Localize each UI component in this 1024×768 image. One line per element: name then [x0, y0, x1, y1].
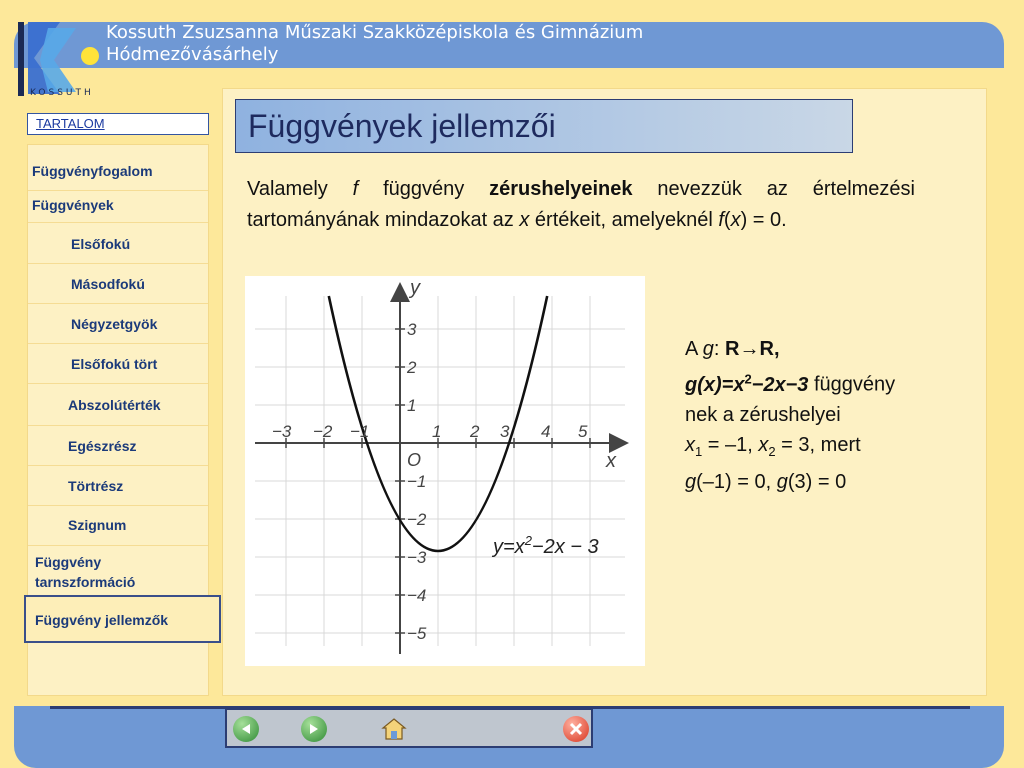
- sidebar-item-abszoluterték[interactable]: Abszolútérték: [68, 397, 161, 413]
- back-arrow-icon[interactable]: [233, 716, 259, 742]
- school-name: Kossuth Zsuzsanna Műszaki Szakközépiskola és Gimnázium: [106, 22, 644, 43]
- sidebar-item-fuggvenyfogalom[interactable]: Függvényfogalom: [32, 163, 153, 179]
- curve-equation-label: $y=x^2-2x - 3$: [493, 533, 599, 558]
- logo-text: KOSSUTH: [30, 88, 94, 98]
- y-tick-label: 3: [407, 320, 417, 339]
- toc-label[interactable]: TARTALOM: [36, 116, 105, 131]
- nav-separator: [28, 545, 208, 546]
- sidebar-item-elsofoku-tort[interactable]: Elsőfokú tört: [71, 356, 158, 372]
- x-axis-label: x: [606, 450, 616, 472]
- sidebar-item-tortresz[interactable]: Törtrész: [68, 478, 124, 494]
- nav-separator: [28, 505, 208, 506]
- sidebar-item-elsofoku[interactable]: Elsőfokú: [71, 236, 131, 252]
- y-tick-label: −4: [407, 586, 427, 605]
- definition-text: Valamely f függvény zérushelyeinek nevezzük az értelmezési tartományának mindazokat az x értékeit, amelyeknél f(x) = 0.: [247, 178, 915, 231]
- y-tick-label: 2: [407, 358, 417, 377]
- toc-link[interactable]: [27, 113, 209, 135]
- y-tick-label: −3: [407, 548, 427, 567]
- title-box: [235, 99, 853, 153]
- nav-separator: [28, 222, 208, 223]
- sidebar-item-label-line2: tarnszformáció: [35, 574, 136, 590]
- function-graph: [245, 276, 645, 666]
- sidebar-item-masodfoku[interactable]: Másodfokú: [71, 276, 145, 292]
- y-tick-label: −2: [407, 510, 427, 529]
- sidebar-item-egeszresz[interactable]: Egészrész: [68, 438, 137, 454]
- x-tick-label: −3: [272, 422, 292, 441]
- sidebar-item-label-line1: Függvény: [35, 554, 102, 570]
- sidebar-item-negyzetgyok[interactable]: Négyzetgyök: [71, 316, 158, 332]
- nav-separator: [28, 190, 208, 191]
- y-axis-label: y: [410, 277, 420, 299]
- nav-separator: [28, 425, 208, 426]
- nav-separator: [28, 303, 208, 304]
- zero-points-text: A g: R→R, $g(x)=x^2-2x-3$ függvény nek a zérushelyei $x_1 = -1$, $x_2 = 3$, mert g(–1) = 0, g(3) = 0: [685, 338, 896, 493]
- x-tick-label: 1: [432, 422, 442, 441]
- grid: [255, 296, 625, 646]
- home-icon[interactable]: [381, 716, 407, 742]
- origin-label: O: [407, 450, 422, 470]
- sidebar-item-fuggvenyek[interactable]: Függvények: [32, 197, 114, 213]
- forward-arrow-icon[interactable]: [301, 716, 327, 742]
- sidebar-item-fuggveny-jellemzok[interactable]: Függvény jellemzők: [35, 612, 169, 628]
- close-icon[interactable]: [563, 716, 589, 742]
- y-tick-label: 1: [407, 396, 417, 415]
- y-tick-label: −5: [407, 624, 427, 643]
- x-tick-label: 5: [578, 422, 588, 441]
- nav-separator: [28, 263, 208, 264]
- nav-separator: [28, 465, 208, 466]
- page-title: Függvények jellemzői: [248, 108, 556, 144]
- school-city: Hódmezővásárhely: [106, 44, 279, 65]
- nav-separator: [28, 343, 208, 344]
- sidebar-item-szignum[interactable]: Szignum: [68, 517, 127, 533]
- nav-separator: [28, 383, 208, 384]
- x-tick-label: −2: [313, 422, 333, 441]
- x-tick-label: 3: [500, 422, 510, 441]
- nav-toolbar: [225, 708, 593, 748]
- sidebar-item-fuggveny-transzformacio[interactable]: [35, 552, 135, 592]
- y-tick-label: −1: [407, 472, 427, 491]
- x-tick-label: 2: [470, 422, 480, 441]
- x-tick-label: −1: [350, 422, 370, 441]
- x-tick-label: 4: [541, 422, 551, 441]
